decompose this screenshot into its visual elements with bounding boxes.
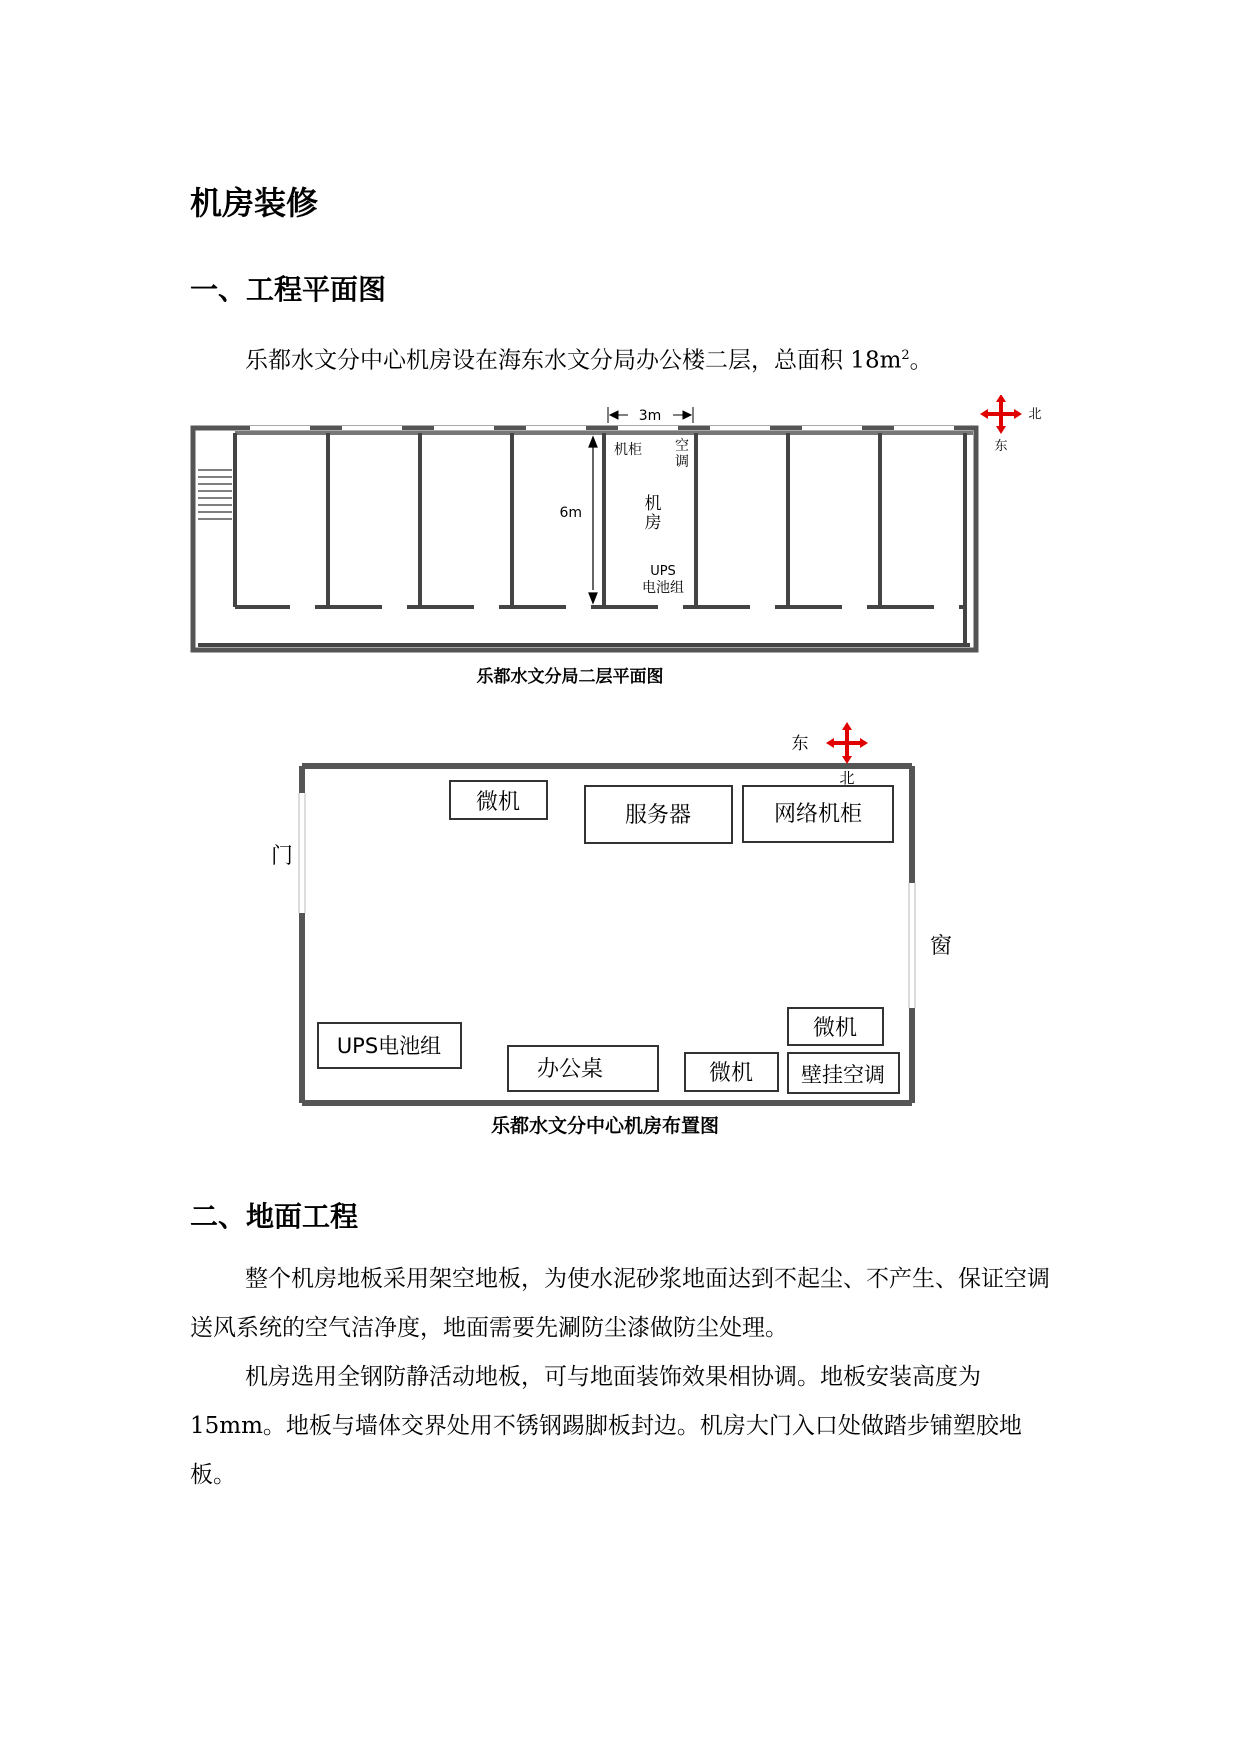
- ac-label-1: 空: [675, 438, 689, 454]
- window-label: 窗: [930, 934, 953, 959]
- compass-icon-layout: [826, 722, 868, 764]
- room-label-1: 机: [644, 494, 662, 514]
- room-label-2: 房: [644, 513, 662, 533]
- ups-label: UPS电池组: [336, 1034, 442, 1058]
- room-dividers: [328, 433, 880, 607]
- intro-end: 。: [909, 347, 933, 374]
- compass-icon: [980, 395, 1022, 434]
- compass-east-label-layout: 东: [791, 734, 809, 754]
- server-label: 服务器: [624, 803, 692, 828]
- width-label: 3m: [638, 408, 662, 424]
- cabinet-label: 机柜: [614, 442, 642, 458]
- compass-north-label: 北: [1028, 407, 1042, 422]
- desk-label: 办公桌: [536, 1057, 604, 1082]
- page-title: 机房装修: [190, 184, 319, 222]
- intro-text: 乐都水文分中心机房设在海东水文分局办公楼二层，总面积 18m: [245, 347, 902, 374]
- compass-east-label: 东: [994, 439, 1008, 454]
- stairs: [198, 470, 232, 519]
- wall-ac-label: 壁挂空调: [801, 1063, 885, 1087]
- building-outer-walls: [193, 428, 976, 650]
- area-superscript: 2: [901, 348, 910, 363]
- pc-top-label: 微机: [475, 790, 521, 815]
- pc-bottom-label: 微机: [708, 1061, 754, 1086]
- network-cabinet-label: 网络机柜: [773, 802, 863, 827]
- floor-paragraph-1: 整个机房地板采用架空地板，为使水泥砂浆地面达到不起尘、不产生、保证空调送风系统的空气洁净度，地面需要先涮防尘漆做防尘处理。: [190, 1266, 1050, 1341]
- door-opening: [299, 793, 305, 913]
- floor-paragraph-2: 机房选用全钢防静活动地板，可与地面装饰效果相协调。地板安装高度为15mm。地板与墙体交界处用不锈钢踢脚板封边。机房大门入口处做踏步铺塑胶地板。: [190, 1364, 1022, 1488]
- door-label: 门: [270, 844, 294, 869]
- ac-label-2: 调: [675, 454, 689, 470]
- section-heading-plan: 一、工程平面图: [190, 273, 387, 306]
- ups-label-2: 电池组: [642, 580, 684, 596]
- floor-plan-caption: 乐都水文分局二层平面图: [476, 667, 664, 687]
- section-heading-floor: 二、地面工程: [190, 1200, 359, 1233]
- window-opening: [909, 883, 915, 1008]
- room-layout-caption: 乐都水文分中心机房布置图: [490, 1115, 720, 1137]
- compass-north-label-layout: 北: [839, 769, 855, 787]
- height-dimension: [589, 437, 597, 603]
- ups-label-1: UPS: [650, 564, 676, 579]
- room-layout-figure: [260, 718, 980, 1138]
- height-label: 6m: [559, 505, 582, 521]
- intro-paragraph: [190, 331, 1060, 386]
- pc-right-label: 微机: [812, 1016, 858, 1041]
- floor-plan-figure: [190, 395, 1060, 690]
